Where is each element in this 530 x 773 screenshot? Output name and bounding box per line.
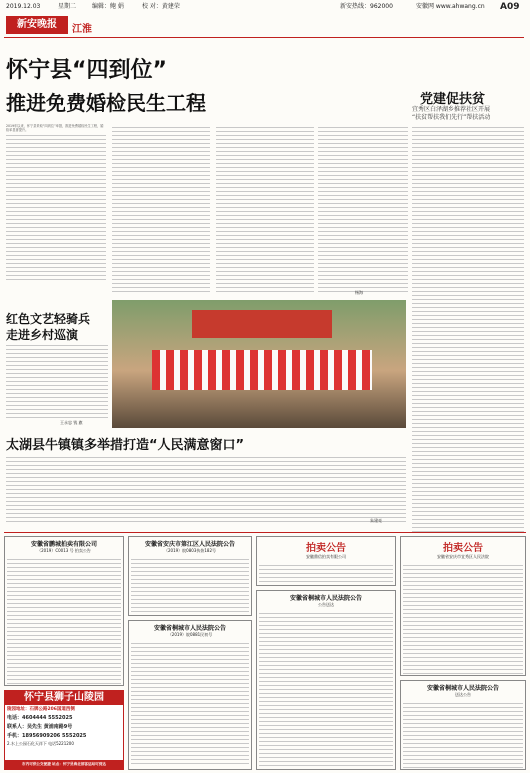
notice-2-body <box>131 556 249 616</box>
main-article-col3 <box>216 124 314 294</box>
town-byline: 朱建亮 <box>370 518 382 523</box>
ad-phone-label: 电话： <box>7 715 23 721</box>
notice-3-body <box>259 562 393 586</box>
culture-headline-line1: 红色文艺轻骑兵 <box>6 312 91 326</box>
page-number: A09 <box>500 2 520 12</box>
section-name: 江淮 <box>72 24 92 35</box>
culture-byline: 王永忠 钱 旗 <box>60 420 83 425</box>
notice-5-body <box>131 640 249 766</box>
proof-credit: 校 对：黄建荣 <box>142 3 180 10</box>
text-lines <box>6 132 106 282</box>
notice-1 <box>4 536 124 686</box>
editor-credit: 编辑：鲍 娟 <box>92 3 124 10</box>
notice-5 <box>128 620 252 770</box>
ad-note: 2.水上公园石化天祥下 电话5221200 <box>7 741 74 746</box>
newspaper-logo: 新安晚报 <box>6 16 68 34</box>
ad-phone: 4604444 5552025 <box>22 715 73 721</box>
notice-5-title: 安徽省桐城市人民法院公告 <box>153 625 226 632</box>
notice-6 <box>256 590 396 770</box>
notice-1-body <box>7 556 121 684</box>
section-divider <box>4 532 526 533</box>
ad-footer: 市内可供公交便捷 站点：怀宁县海北部客运站可到达 <box>5 760 123 769</box>
ad-contact: 吴先生 黄浦南路9号 <box>27 724 73 730</box>
notice-3-title: 拍卖公告 <box>306 543 346 554</box>
notice-2-subtitle: （2019）皖0803执恢182号 <box>164 548 216 553</box>
website: 安徽网 www.ahwang.cn <box>416 3 485 10</box>
ad-title: 怀宁县狮子山陵园 <box>5 691 123 705</box>
notice-7 <box>400 680 526 770</box>
notice-2-title: 安徽省安庆市第江区人民法院公告 <box>144 541 235 548</box>
notice-4-subtitle: 安徽省安庆市宜秀区人民法院 <box>437 554 489 559</box>
notice-6-body <box>259 610 393 766</box>
ad-mobile-label: 手机： <box>7 733 23 739</box>
issue-weekday: 星期二 <box>58 3 77 10</box>
culture-headline-line2: 走进乡村巡演 <box>6 328 79 342</box>
notice-4-title: 拍卖公告 <box>443 543 483 554</box>
main-headline-line1: 怀宁县“四到位” <box>6 58 167 83</box>
notice-7-body <box>403 700 523 770</box>
main-article-col2 <box>112 124 210 294</box>
culture-article-body <box>6 342 108 420</box>
notice-3 <box>256 536 396 586</box>
notice-2 <box>128 536 252 616</box>
party-subtitle1: 宜秀区白泽湖乡推荐社区开展 <box>412 106 491 113</box>
party-headline: 党建促扶贫 <box>420 92 486 107</box>
notice-7-title: 安徽省桐城市人民法院公告 <box>426 685 499 692</box>
main-body-sample: 2019年以来，怀宁县采取“四到位”举措，推进免费婚检民生工程，婚检率显著提升。 <box>6 124 104 133</box>
main-headline-line2: 推进免费婚检民生工程 <box>6 91 206 115</box>
notice-3-subtitle: 安徽鼎信拍卖有限公司 <box>306 554 346 559</box>
performance-photo <box>112 300 406 428</box>
stage-banner <box>192 310 332 338</box>
main-byline: 杨海 <box>355 290 363 295</box>
town-article-body <box>6 454 406 522</box>
ad-contact-label: 联系人： <box>7 724 28 730</box>
notice-4 <box>400 536 526 676</box>
notice-4-body <box>403 562 523 676</box>
town-headline: 太湖县牛镇镇多举措打造“人民满意窗口” <box>6 438 245 453</box>
hotline: 新安热线：962000 <box>340 3 393 10</box>
notice-7-subtitle: 送达公告 <box>455 692 471 697</box>
notice-6-title: 安徽省桐城市人民法院公告 <box>289 595 362 602</box>
cemetery-ad <box>4 690 124 770</box>
notice-1-subtitle: （2019）C0013 号 拍卖公告 <box>37 548 91 553</box>
page-header-bar <box>0 0 530 14</box>
notice-6-subtitle: 公告送达 <box>318 602 334 607</box>
ad-mobile: 18956909206 5552025 <box>22 733 87 739</box>
performers <box>152 350 372 390</box>
issue-date: 2019.12.03 <box>6 3 41 10</box>
party-article-body <box>412 124 524 534</box>
notice-1-title: 安徽省鹏城拍卖有限公司 <box>30 541 97 548</box>
ad-address: 陵园地址：石牌公路206国道西侧 <box>7 707 75 712</box>
notice-5-subtitle: （2019）皖0881民初号 <box>167 632 213 637</box>
party-subtitle2: “扶贫帮扶我们先行”帮扶活动 <box>412 114 491 121</box>
main-article-col4 <box>318 124 408 294</box>
